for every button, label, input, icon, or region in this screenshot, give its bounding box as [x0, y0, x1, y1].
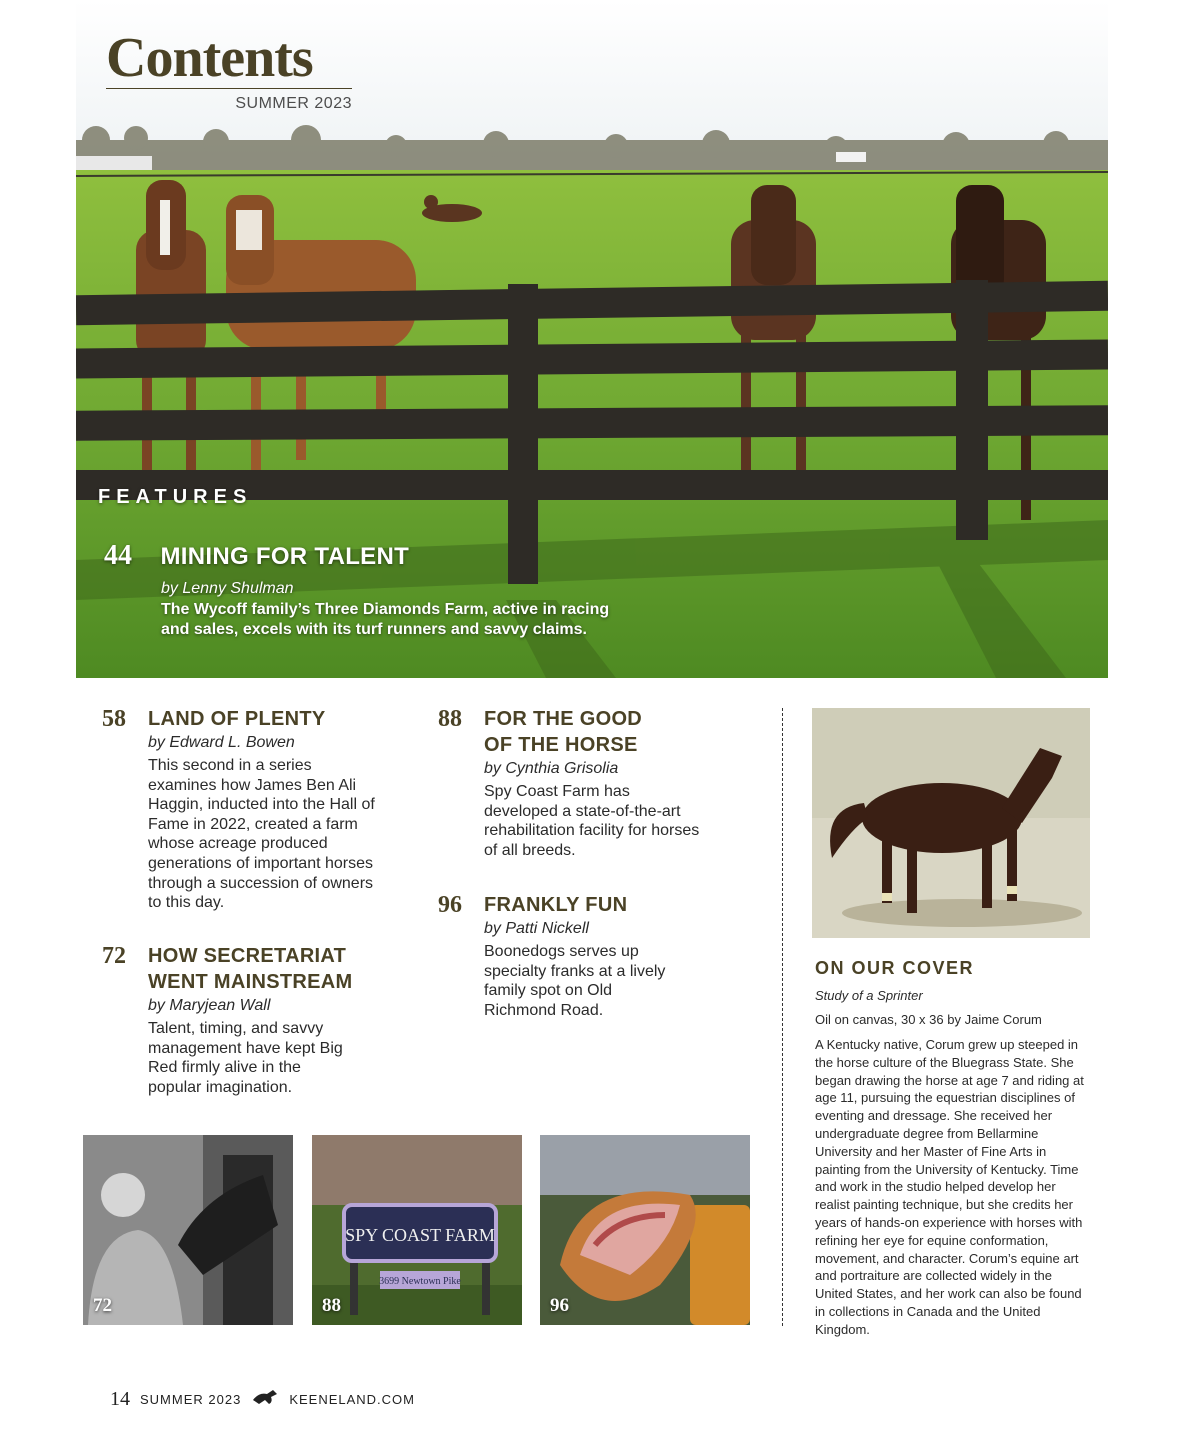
- cover-painting-image[interactable]: [812, 708, 1090, 938]
- thumbnail-page-number: 96: [550, 1295, 569, 1316]
- farm-sign-address: 3699 Newtown Pike: [379, 1276, 461, 1287]
- article-page-number: 88: [438, 706, 462, 732]
- article-byline: by Patti Nickell: [484, 920, 589, 937]
- issue-season: SUMMER 2023: [235, 95, 352, 112]
- footer-site[interactable]: KEENELAND.COM: [289, 1392, 416, 1407]
- contents-title-block: [106, 28, 354, 113]
- hot-dog-photo: [540, 1135, 750, 1325]
- spy-coast-farm-sign-photo: [312, 1135, 522, 1325]
- feature-description: The Wycoff family’s Three Diamonds Farm, active in racing and sales, excels with its turf runners and savvy claims.: [161, 601, 610, 638]
- cover-artwork-title: Study of a Sprinter: [815, 988, 923, 1003]
- page-number: 14: [110, 1388, 130, 1410]
- article-title: LAND OF PLENTY: [148, 708, 326, 730]
- article-byline: by Cynthia Grisolia: [484, 760, 619, 777]
- jockey-horse-logo-icon: [251, 1388, 279, 1411]
- article-page-number: 72: [102, 943, 126, 969]
- secretariat-photo: [83, 1135, 293, 1325]
- cover-heading: ON OUR COVER: [815, 958, 975, 978]
- article-title: FRANKLY FUN: [484, 894, 628, 916]
- page-title: Contents: [106, 27, 313, 89]
- column-divider: [782, 708, 783, 1326]
- page-footer: [110, 1388, 415, 1411]
- article-description: Spy Coast Farm has developed a state-of-the-art rehabilitation facility for horses of all breeds.: [484, 783, 700, 859]
- thumbnail-96[interactable]: [540, 1135, 750, 1325]
- article-58[interactable]: [102, 706, 392, 913]
- article-title: HOW SECRETARIAT WENT MAINSTREAM: [148, 945, 353, 993]
- article-description: Talent, timing, and savvy management have kept Big Red firmly alive in the popular imagination.: [148, 1020, 343, 1096]
- article-title: FOR THE GOOD OF THE HORSE: [484, 708, 643, 756]
- article-description: Boonedogs serves up specialty franks at a lively family spot on Old Richmond Road.: [484, 943, 666, 1019]
- article-byline: by Maryjean Wall: [148, 997, 271, 1014]
- features-label: FEATURES: [98, 486, 253, 508]
- hero-photo: [76, 0, 1108, 678]
- farm-sign-text: SPY COAST FARM: [345, 1225, 495, 1245]
- feature-title: MINING FOR TALENT: [160, 543, 410, 570]
- article-72[interactable]: [102, 943, 392, 1097]
- article-page-number: 96: [438, 892, 462, 918]
- feature-page-number: 44: [104, 540, 132, 571]
- thumbnail-88[interactable]: [312, 1135, 522, 1325]
- thumbnail-page-number: 72: [93, 1295, 112, 1316]
- article-96[interactable]: [438, 892, 738, 1020]
- cover-medium: Oil on canvas, 30 x 36 by Jaime Corum: [815, 1012, 1042, 1027]
- article-description: This second in a series examines how James Ben Ali Haggin, inducted into the Hall of Fame in 2022, created a farm whose acreage produced generations of important horses through a succession of owners to this day.: [148, 757, 375, 912]
- article-88[interactable]: [438, 706, 738, 860]
- thumbnail-page-number: 88: [322, 1295, 341, 1316]
- footer-issue: SUMMER 2023: [140, 1392, 242, 1407]
- thumbnail-72[interactable]: [83, 1135, 293, 1325]
- article-page-number: 58: [102, 706, 126, 732]
- feature-article-44[interactable]: [104, 540, 664, 640]
- cover-description: A Kentucky native, Corum grew up steeped in the horse culture of the Bluegrass State. She began drawing the horse at age 7 and riding at age 11, pursuing the equestrian disciplines of eventing and dressage. She received her undergraduate degree from Bellarmine University and her Master of Fine Arts in painting from the University of Kentucky. Time and work in the studio helped develop her realist painting technique, but she credits her years of hands-on experience with horses with refining her eye for equine conformation, movement, and character. Corum’s equine art and portraiture are collected widely in the United States, and her work can also be found in collections in Canada and the United Kingdom.: [815, 1037, 1084, 1337]
- feature-byline: by Lenny Shulman: [161, 580, 294, 597]
- article-byline: by Edward L. Bowen: [148, 734, 295, 751]
